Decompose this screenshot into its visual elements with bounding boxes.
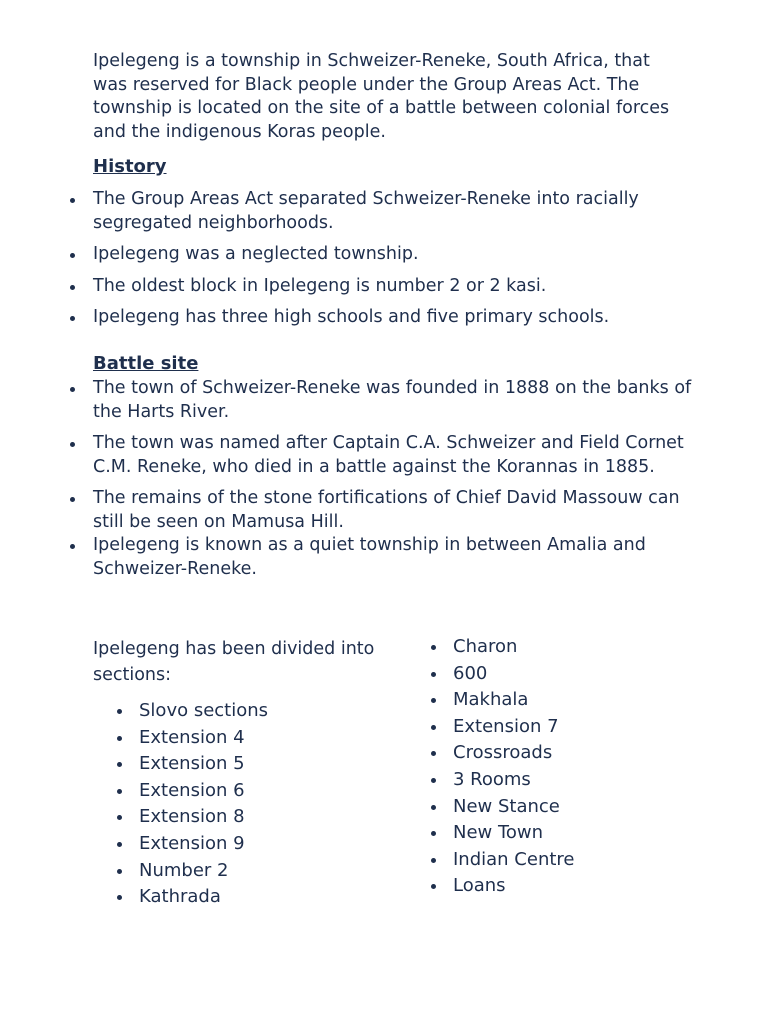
- list-item: The remains of the stone fortifications of Chief David Massouw can still be seen on Mamusa Hill.: [0, 487, 700, 534]
- list-item: The oldest block in Ipelegeng is number 2 or 2 kasi.: [0, 275, 700, 299]
- list-item: Extension 4: [139, 725, 268, 752]
- battle-site-list: [0, 377, 700, 581]
- list-item: Kathrada: [139, 884, 268, 911]
- list-item: 600: [453, 661, 575, 688]
- list-item: Extension 6: [139, 778, 268, 805]
- sections-list-left: [139, 698, 268, 911]
- intro-paragraph: Ipelegeng is a township in Schweizer-Reneke, South Africa, that was reserved for Black people under the Group Areas Act. The township is located on the site of a battle between colonial forces and the indigenous Koras people.: [93, 51, 670, 142]
- list-item: Extension 9: [139, 831, 268, 858]
- list-item: Loans: [453, 873, 575, 900]
- list-item: New Town: [453, 820, 575, 847]
- list-item: Crossroads: [453, 740, 575, 767]
- list-item: The town was named after Captain C.A. Schweizer and Field Cornet C.M. Reneke, who died in a battle against the Korannas in 1885.: [0, 432, 700, 479]
- list-item: The Group Areas Act separated Schweizer-Reneke into racially segregated neighborhoods.: [0, 188, 700, 235]
- list-item: Ipelegeng was a neglected township.: [0, 243, 700, 267]
- list-item: Ipelegeng is known as a quiet township in between Amalia and Schweizer-Reneke.: [0, 534, 700, 581]
- list-item: Extension 8: [139, 804, 268, 831]
- list-item: Charon: [453, 634, 575, 661]
- list-item: Makhala: [453, 687, 575, 714]
- list-item: Extension 5: [139, 751, 268, 778]
- list-item: Number 2: [139, 858, 268, 885]
- history-heading: History: [93, 156, 167, 177]
- list-item: Extension 7: [453, 714, 575, 741]
- sections-intro: Ipelegeng has been divided into sections:: [93, 639, 375, 685]
- sections-list-right: [453, 634, 575, 900]
- list-item: Indian Centre: [453, 847, 575, 874]
- list-item: 3 Rooms: [453, 767, 575, 794]
- history-list: [0, 188, 700, 338]
- battle-site-heading: Battle site: [93, 353, 199, 374]
- list-item: The town of Schweizer-Reneke was founded in 1888 on the banks of the Harts River.: [0, 377, 700, 424]
- list-item: Slovo sections: [139, 698, 268, 725]
- list-item: Ipelegeng has three high schools and five primary schools.: [0, 306, 700, 330]
- list-item: New Stance: [453, 794, 575, 821]
